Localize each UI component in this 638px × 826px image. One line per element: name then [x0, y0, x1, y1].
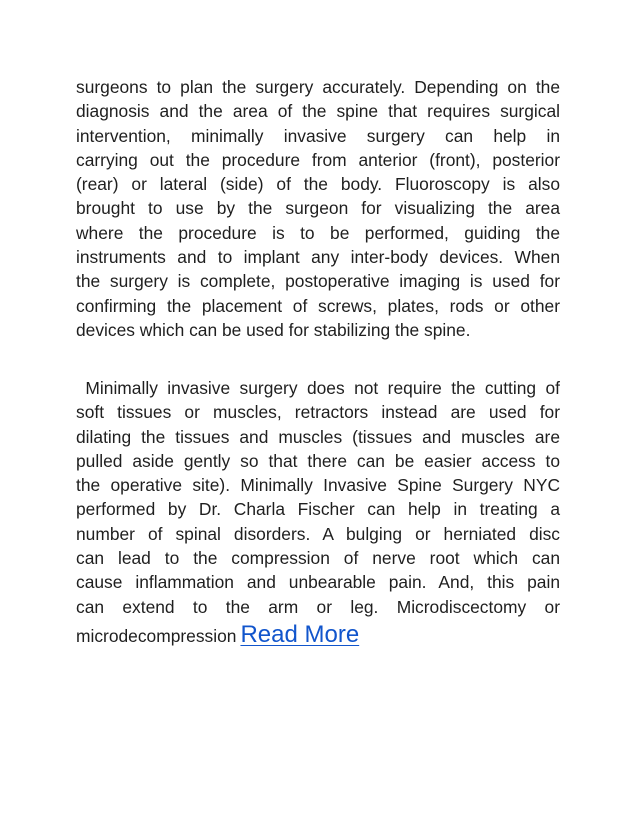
text-line: can extend to the arm or leg. Microdiscectomy or — [76, 596, 560, 617]
last-line — [76, 620, 560, 651]
text-line: brought to use by the surgeon for visualizing the area — [76, 198, 560, 219]
text-line: the operative site). Minimally Invasive Spine Surgery NYC — [76, 475, 560, 496]
text-line: devices which can be used for stabilizing the spine. — [76, 319, 471, 340]
text-line: cause inflammation and unbearable pain. And, this pain — [76, 572, 560, 593]
paragraph-2 — [76, 376, 560, 651]
text-line: can lead to the compression of nerve root which can — [76, 548, 560, 569]
text-line: pulled aside gently so that there can be easier access to — [76, 450, 560, 471]
text-line: number of spinal disorders. A bulging or herniated disc — [76, 523, 560, 544]
text-line: intervention, minimally invasive surgery can help in — [76, 125, 560, 146]
read-more-link[interactable]: Read More — [240, 620, 360, 648]
text-line: carrying out the procedure from anterior (front), posterior — [76, 149, 560, 170]
text-line-end: microdecompression — [76, 625, 237, 646]
text-line: surgeons to plan the surgery accurately. Depending on the — [76, 77, 560, 97]
text-line: soft tissues or muscles, retractors instead are used for — [76, 402, 560, 423]
text-line: confirming the placement of screws, plates, rods or other — [76, 295, 560, 316]
text-line: Minimally invasive surgery does not require the cutting of — [76, 378, 560, 398]
text-line: dilating the tissues and muscles (tissues and muscles are — [76, 426, 560, 447]
text-line: the surgery is complete, postoperative imaging is used for — [76, 271, 560, 292]
text-line: instruments and to implant any inter-body devices. When — [76, 247, 560, 268]
text-line: diagnosis and the area of the spine that requires surgical — [76, 101, 560, 122]
text-line: performed by Dr. Charla Fischer can help in treating a — [76, 499, 560, 520]
text-line: where the procedure is to be performed, guiding the — [76, 222, 560, 243]
text-line: (rear) or lateral (side) of the body. Fluoroscopy is also — [76, 174, 560, 195]
paragraph-1 — [76, 75, 560, 342]
